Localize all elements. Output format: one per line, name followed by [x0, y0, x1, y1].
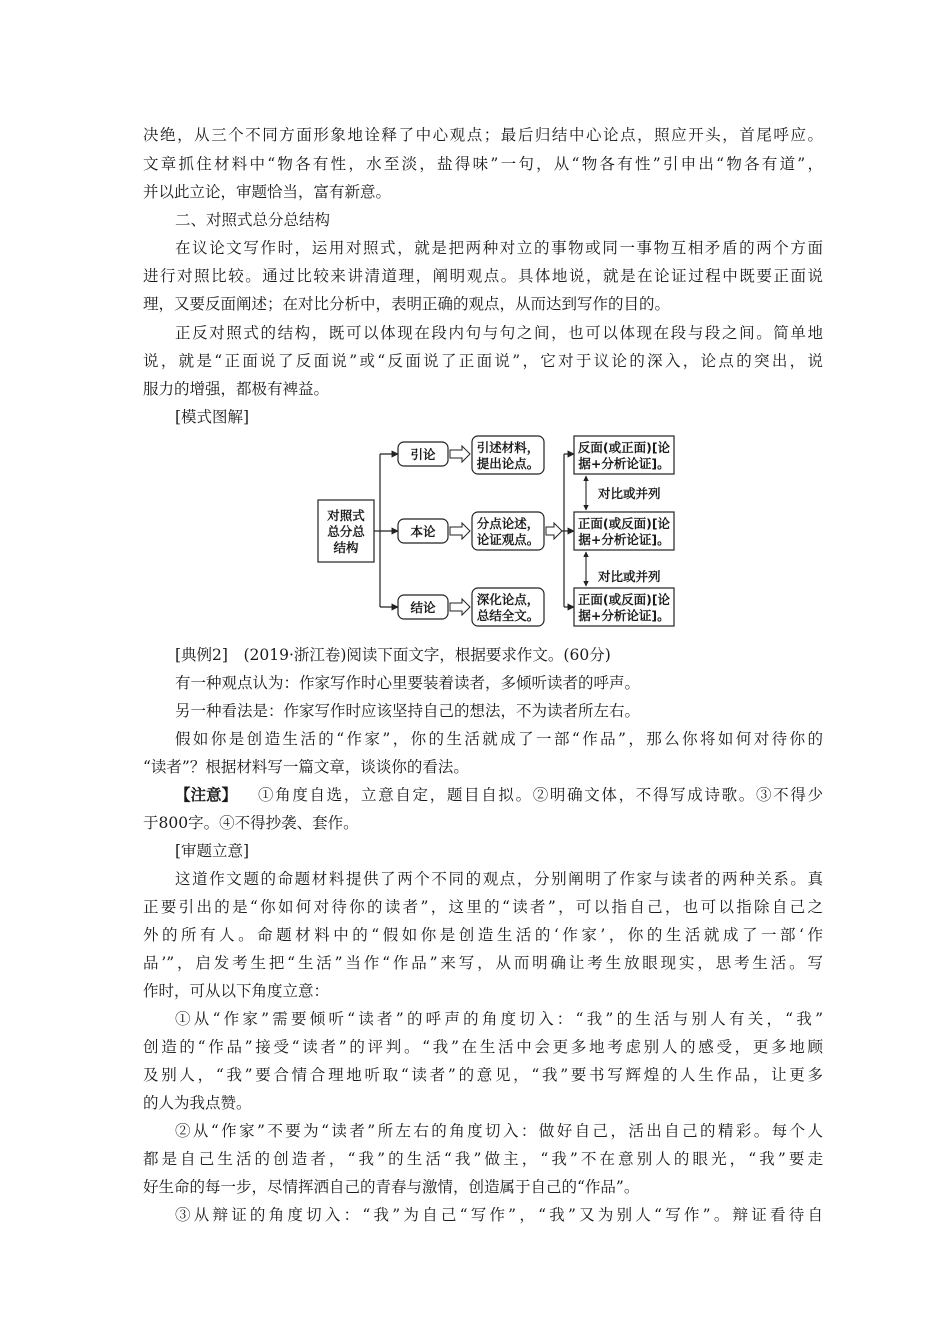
result-label: 据+分析论证]。 [578, 456, 670, 471]
paragraph-line: 作时，可从以下角度立意： [143, 982, 330, 1000]
detail-label: 提出论点。 [476, 456, 540, 471]
stage-label: 引论 [410, 447, 436, 462]
paragraph-line: 决绝，从三个不同方面形象地诠释了中心观点；最后归结中心论点，照应开头，首尾呼应。 [143, 126, 823, 144]
paragraph-line: 都是自己生活的创造者，“我”的生活“我”做主，“我”不在意别人的眼光，“我”要走 [143, 1150, 823, 1168]
paragraph-line: 理，又要反面阐述；在对比分析中，表明正确的观点，从而达到写作的目的。 [143, 295, 671, 313]
result-label: 据+分析论证]。 [578, 608, 670, 623]
paragraph-line: 文章抓住材料中“物各有性，水至淡，盐得味”一句，从“物各有性”引申出“物各有道”， [143, 155, 823, 173]
stage-label: 结论 [410, 600, 436, 615]
subsection-label: [审题立意] [175, 842, 250, 860]
result-label: 正面(或反面)[论 [577, 592, 671, 607]
paragraph-line: 服力的增强，都极有裨益。 [143, 380, 330, 398]
paragraph-line: ②从“作家”不要为“读者”所左右的角度切入：做好自己，活出自己的精彩。每个人 [175, 1122, 823, 1140]
root-label: 对照式 [327, 508, 365, 523]
structure-diagram [310, 432, 690, 632]
detail-label: 论证观点。 [476, 532, 540, 547]
detail-label: 引述材料， [476, 440, 540, 455]
paragraph-line: ①从“作家”需要倾听“读者”的呼声的角度切入：“我”的生活与别人有关，“我” [175, 1010, 823, 1028]
paragraph-line: 这道作文题的命题材料提供了两个不同的观点，分别阐明了作家与读者的两种关系。真 [175, 870, 823, 888]
subsection-label: [模式图解] [175, 408, 250, 426]
paragraph-line: 的人为我点赞。 [143, 1094, 252, 1112]
paragraph-line: 品’”，启发考生把“生活”当作“作品”来写，从而明确让考生放眼现实，思考生活。写 [143, 954, 823, 972]
paragraph-line: 正反对照式的结构，既可以体现在段内句与句之间，也可以体现在段与段之间。简单地 [175, 324, 823, 342]
stage-label: 本论 [410, 524, 436, 539]
section-heading: 二、对照式总分总结构 [175, 211, 331, 229]
result-label: 正面(或反面)[论 [577, 516, 671, 531]
paragraph-line: 有一种观点认为：作家写作时心里要装着读者，多倾听读者的呼声。 [175, 674, 641, 692]
relation-label: 对比或并列 [598, 486, 661, 501]
paragraph-line: “读者”？根据材料写一篇文章，谈谈你的看法。 [143, 758, 469, 776]
paragraph-line: 正要引出的是“你如何对待你的读者”，这里的“读者”，可以指自己，也可以指除自己之 [143, 898, 823, 916]
paragraph-line: ③从辩证的角度切入：“我”为自己“写作”，“我”又为别人“写作”。辩证看待自 [175, 1206, 823, 1224]
paragraph-line: 好生命的每一步，尽情挥洒自己的青春与激情，创造属于自己的“作品”。 [143, 1178, 640, 1196]
example-heading: [典例2] (2019·浙江卷)阅读下面文字，根据要求作文。(60分) [175, 646, 611, 664]
root-label: 总分总 [327, 524, 365, 539]
paragraph-line: 及别人，“我”要合情合理地听取“读者”的意见，“我”要书写辉煌的人生作品，让更多 [143, 1066, 823, 1084]
paragraph-line: 创造的“作品”接受“读者”的评判。“我”在生活中会更多地考虑别人的感受，更多地顾 [143, 1038, 823, 1056]
paragraph-line: 并以此立论，审题恰当，富有新意。 [143, 183, 392, 201]
paragraph-line: 于800字。④不得抄袭、套作。 [143, 814, 359, 832]
note-label: 【注意】 [175, 785, 238, 804]
paragraph-line: 说，就是“正面说了反面说”或“反面说了正面说”，它对于议论的深入，论点的突出，说 [143, 352, 823, 370]
paragraph-line: 在议论文写作时，运用对照式，就是把两种对立的事物或同一事物互相矛盾的两个方面 [175, 239, 823, 257]
detail-label: 总结全文。 [476, 608, 540, 623]
detail-label: 深化论点， [476, 592, 540, 607]
relation-label: 对比或并列 [598, 569, 661, 584]
detail-label: 分点论述， [476, 516, 540, 531]
paragraph-line: 进行对照比较。通过比较来讲清道理，阐明观点。具体地说，就是在论证过程中既要正面说 [143, 267, 823, 285]
paragraph-line: ①角度自选，立意自定，题目自拟。②明确文体，不得写成诗歌。③不得少 [258, 786, 823, 804]
paragraph-line: 外的所有人。命题材料中的“假如你是创造生活的‘作家’，你的生活就成了一部‘作 [143, 926, 823, 944]
paragraph-line: 另一种看法是：作家写作时应该坚持自己的想法，不为读者所左右。 [175, 702, 641, 720]
root-label: 结构 [333, 540, 359, 555]
result-label: 据+分析论证]。 [578, 532, 670, 547]
paragraph-line: 假如你是创造生活的“作家”，你的生活就成了一部“作品”，那么你将如何对待你的 [175, 730, 823, 748]
result-label: 反面(或正面)[论 [577, 440, 671, 455]
